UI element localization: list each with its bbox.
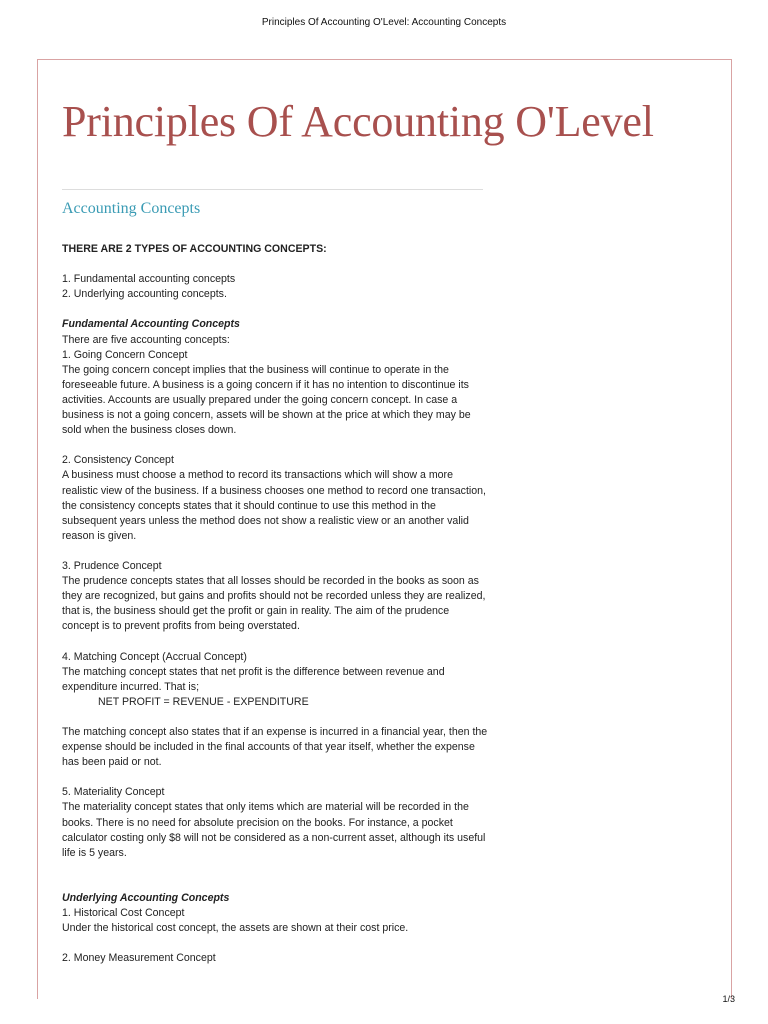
concept-title: 1. Historical Cost Concept <box>62 907 185 920</box>
title-divider <box>62 189 483 190</box>
concept-title: 4. Matching Concept (Accrual Concept) <box>62 650 247 663</box>
concept-text: The matching concept states that net profit is the difference between revenue and expenditure incurred. That is; <box>62 665 445 693</box>
concept-title: 3. Prudence Concept <box>62 559 162 572</box>
concept-text: The materiality concept states that only items which are material will be recorded in the books. There is no need for absolute precision on the books. For instance, a pocket calculator costing only $8 will not be considered as a non-current asset, although its useful life is 5 years. <box>62 801 486 859</box>
concept-text: The prudence concepts states that all losses should be recorded in the books as soon as they are recognized, but gains and profits should not be recorded unless they are realized, that is, the business should get the profit or gain in reality. The aim of the prudence concept is to prevent profits from being overstated. <box>62 575 486 633</box>
concept-title: 1. Going Concern Concept <box>62 348 188 361</box>
concept-text: Under the historical cost concept, the assets are shown at their cost price. <box>62 922 409 935</box>
page-frame <box>37 59 732 999</box>
fundamental-intro: There are five accounting concepts: <box>62 333 230 346</box>
print-header: Principles Of Accounting O'Level: Accounting Concepts <box>261 17 507 28</box>
formula: NET PROFIT = REVENUE - EXPENDITURE <box>98 695 309 708</box>
concept-text: The matching concept also states that if an expense is incurred in a financial year, then the expense should be included in the final accounts of that year itself, whether the expense has been paid or not. <box>62 726 488 769</box>
types-list-item: 1. Fundamental accounting concepts <box>62 273 236 286</box>
concept-title: 5. Materiality Concept <box>62 786 165 799</box>
fundamental-heading: Fundamental Accounting Concepts <box>62 318 240 331</box>
types-heading: THERE ARE 2 TYPES OF ACCOUNTING CONCEPTS: <box>62 243 327 255</box>
underlying-heading: Underlying Accounting Concepts <box>62 892 230 905</box>
post-title[interactable]: Accounting Concepts <box>62 200 201 217</box>
page-number: 1/3 <box>722 994 735 1004</box>
blog-title[interactable]: Principles Of Accounting O'Level <box>62 97 654 146</box>
concept-title: 2. Money Measurement Concept <box>62 952 216 965</box>
concept-text: The going concern concept implies that the business will continue to operate in the foreseeable future. A business is a going concern if it has no intention to discontinue its activities. Accounts are usually prepared under the going concern concept. In case a business is not a going concern, assets will be shown at the price at which they may be sold when the business closes down. <box>62 363 471 437</box>
concept-title: 2. Consistency Concept <box>62 454 174 467</box>
concept-text: A business must choose a method to record its transactions which will show a more realistic view of the business. If a business chooses one method to record one transaction, the consistency concepts states that it should continue to use this method in the subsequent years unless the method does not show a realistic view or an another valid reason is given. <box>62 469 486 542</box>
types-list-item: 2. Underlying accounting concepts. <box>62 288 227 301</box>
post-body <box>62 242 488 967</box>
